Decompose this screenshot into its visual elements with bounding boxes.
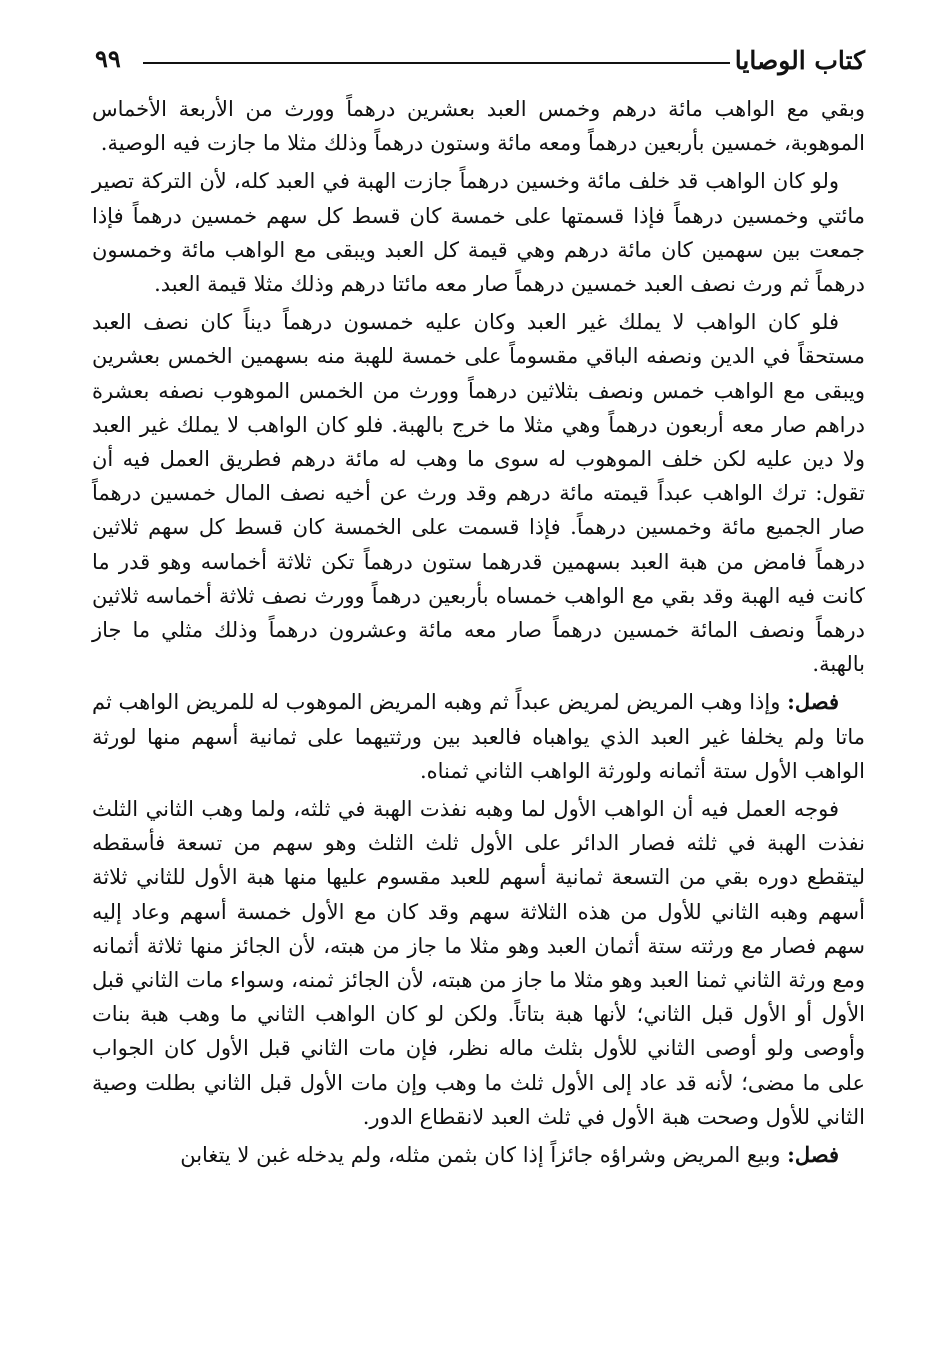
paragraph xyxy=(92,1138,865,1172)
header-rule xyxy=(143,62,730,64)
paragraph xyxy=(92,305,865,681)
paragraph xyxy=(92,92,865,160)
page-number: ٩٩ xyxy=(95,44,121,73)
paragraph xyxy=(92,792,865,1134)
paragraph-text: فوجه العمل فيه أن الواهب الأول لما وهبه نفذت الهبة في ثلثه، ولما وهب الثاني الثلث نفذت الهبة في ثلثه فصار الدائر على الأول ثلث الثلث وهو سهم من تسعة فأسقطه ليتقطع دوره بقي من التسعة ثمانية أسهم للعبد مقسوم عليها منها هبة الأول للثاني ثلاثة أسهم وهبه الثاني للأول من هذه الثلاثة سهم وقد كان مع الأول خمسة أسهم وعاد إليه سهم فصار مع ورثته ستة أثمان العبد وهو مثلا ما جاز من هبته، لأن الجائز منها ثلاثة أثمانه ومع ورثة الثاني ثمنا العبد وهو مثلا ما جاز من هبته، لأن الجائز ثمنه، وسواء مات الثاني قبل الأول أو الأول قبل الثاني؛ لأنها هبة بتاتاً. ولكن لو كان الواهب الثاني ما وهب هبة بنات وأوصى ولو أوصى الثاني للأول بثلث ماله نظر، فإن مات الثاني قبل الأول كان الجواب على ما مضى؛ لأنه قد عاد إلى الأول ثلث ما وهب وإن مات الأول قبل الثاني بطلت وصية الثاني للأول وصحت هبة الأول في ثلث العبد لانقطاع الدور. xyxy=(92,797,865,1129)
chapter-title: كتاب الوصايا xyxy=(734,46,865,75)
section-heading: فصل: xyxy=(787,689,839,715)
paragraph-text: وبقي مع الواهب مائة درهم وخمس العبد بعشرين درهماً وورث من الأربعة الأخماس الموهوبة، خمسين بأربعين درهماً ومعه مائة وستون درهماً وذلك مثلا ما جازت فيه الوصية. xyxy=(92,97,865,156)
page-header xyxy=(95,40,865,80)
paragraph-text: وبيع المريض وشراؤه جائزاً إذا كان بثمن مثله، ولم يدخله غبن لا يتغابن xyxy=(180,1143,781,1168)
paragraph-text: وإذا وهب المريض لمريض عبداً ثم وهبه المريض الموهوب له للمريض الواهب ثم ماتا ولم يخلفا غير العبد الذي يواهباه فالعبد بين ورثتيهما على ثمانية أسهم منها لورثة الواهب الأول ستة أثمانه ولورثة الواهب الثاني ثمناه. xyxy=(92,690,865,783)
section-heading: فصل: xyxy=(787,1142,839,1168)
paragraph xyxy=(92,685,865,788)
paragraph-text: فلو كان الواهب لا يملك غير العبد وكان عليه خمسون درهماً ديناً كان نصف العبد مستحقاً في الدين ونصفه الباقي مقسوماً على خمسة للهبة منه بسهمين الخمس بعشرين ويبقى مع الواهب خمس ونصف بثلاثين درهماً وورث من الخمس الموهوب نصفه بعشرة دراهم صار معه أربعون درهماً وهي مثلا ما خرج بالهبة. فلو كان الواهب لا يملك غير العبد ولا دين عليه لكن خلف الموهوب له سوى ما وهب له مائة درهم فطريق العمل فيه أن تقول: ترك الواهب عبداً قيمته مائة درهم وقد ورث عن أخيه نصف المال خمسين درهماً صار الجميع مائة وخمسين درهماً. فإذا قسمت على الخمسة كان قسط كل سهم ثلاثين درهماً فامض من هبة العبد بسهمين قدرهما ستون درهماً تكن ثلاثة أخماسه وهو قدر ما كانت فيه الهبة وقد بقي مع الواهب خمساه بأربعين درهماً وورث نصف ثلاثة أخماسه ثلاثين درهماً ونصف المائة خمسين درهماً صار معه مائة وعشرون درهماً وذلك مثلي ما جاز بالهبة. xyxy=(92,310,866,677)
paragraph-text: ولو كان الواهب قد خلف مائة وخسين درهماً جازت الهبة في العبد كله، لأن التركة تصير مائتي وخمسين درهماً فإذا قسمتها على خمسة كان قسط كل سهم خمسين درهماً فإذا جمعت بين سهمين كان مائة درهم وهي قيمة كل العبد ويبقى مع الواهب مائة وخمسون درهماً ثم ورث نصف العبد خمسين درهماً صار معه مائتا درهم وذلك مثلا قيمة العبد. xyxy=(92,169,865,297)
paragraph xyxy=(92,164,865,301)
body-text xyxy=(92,92,865,1176)
